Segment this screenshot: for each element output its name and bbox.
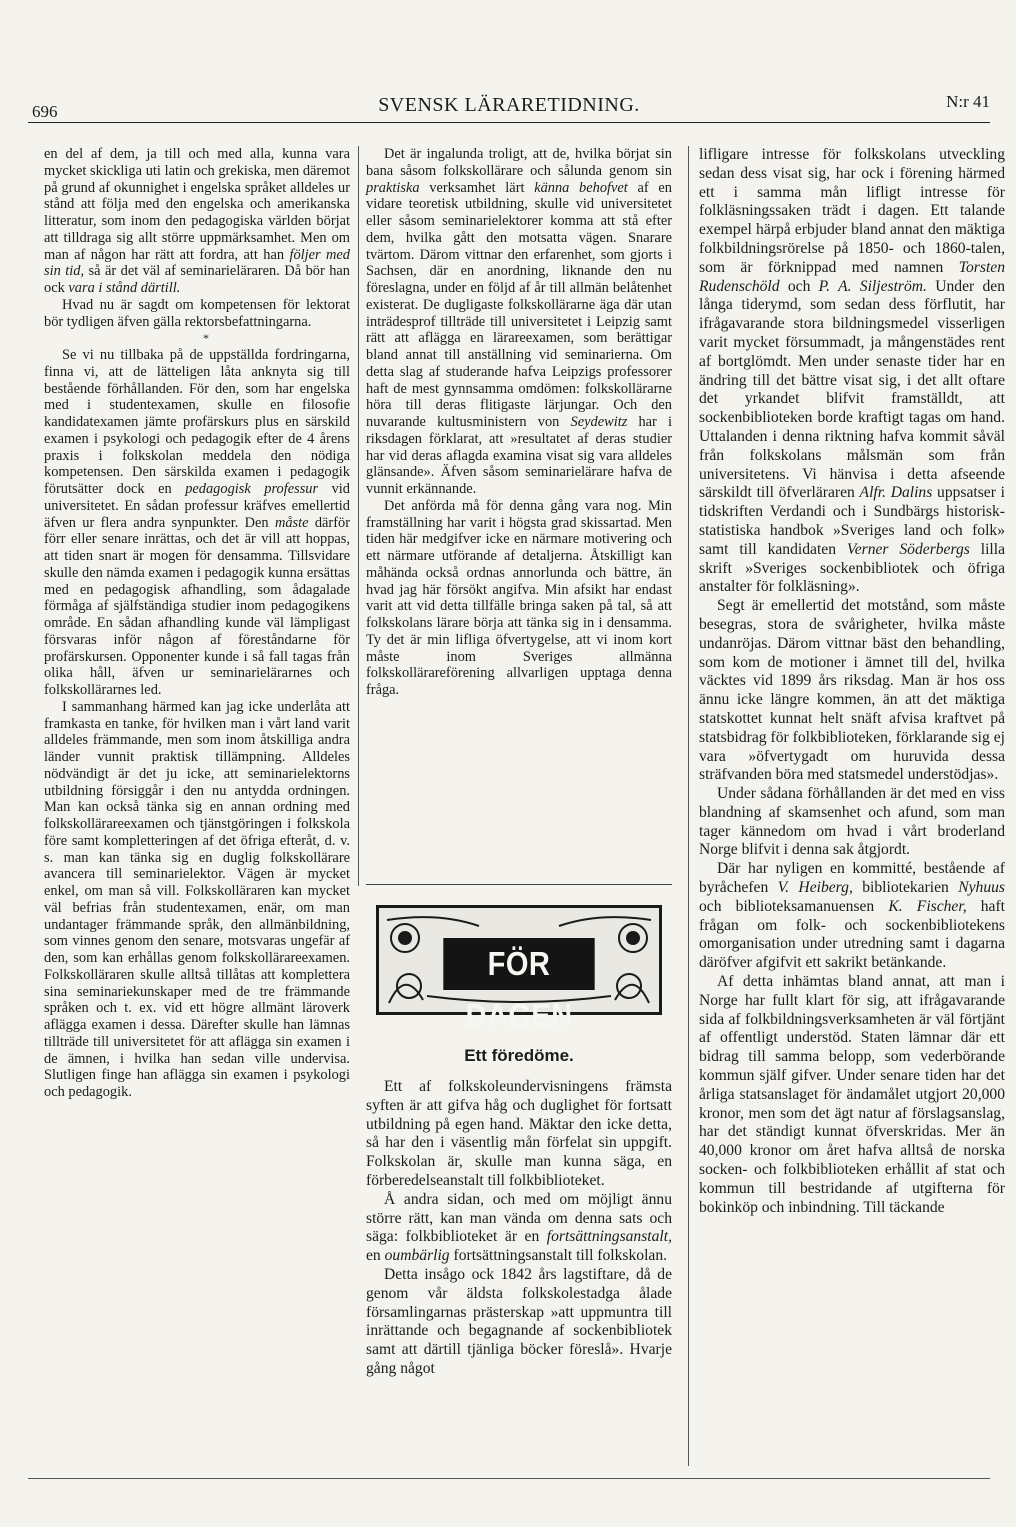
paragraph: Där har nyligen en kommitté, bestående af byråchefen V. Heiberg, bibliotekarien Nyhuus och biblioteksamanuensen K. Fischer, haft frågan om folk- och sockenbibliotekens omorganisation under utredning samt i dagarna däröfver afgifvit ett sakrikt betänkande. [699,860,1005,972]
paragraph: Å andra sidan, och med om möjligt ännu större rätt, kan man vända om denna sats och säga: folkbiblioteket är en fortsättningsanstalt, en oumbärlig fortsättningsanstalt till folkskolan. [366,1190,672,1265]
article-column-3 [699,146,1005,1217]
paragraph: en del af dem, ja till och med alla, kunna vara mycket skickliga uti latin och grekiska, men däremot på grund af okunnighet i engelska språket alldeles ur stånd att följa med den engelska och amerikanska litteratur, som inom den pedagogiska världen börjat att tilldraga sig allt större uppmärksamhet. Men om man af någon har rätt att fordra, att han följer med sin tid, så är det väl af seminarieläraren. Då bör han ock vara i stånd därtill. [44,146,350,296]
issue-number: N:r 41 [946,92,990,111]
paragraph: Hvad nu är sagdt om kompetensen för lektorat bör tydligen äfven gälla rektorsbefattningarna. [44,296,350,330]
paragraph: Detta insågo ock 1842 års lagstiftare, då de genom vår äldsta folkskolestadga ålade församlingarnas prästerskap »att uppmuntra till inrättande och begagnande af sockenbibliotek samt att därtill tjänliga böcker föreslå». Hvarje gång något [366,1265,672,1377]
page-number: 696 [32,102,58,121]
page-header [28,88,990,123]
paragraph: Se vi nu tillbaka på de uppställda fordringarna, finna vi, att de lätteligen låta anknyta sig till bestående förhållanden. För den, som har engelska med i studentexamen, skulle en filosofie kandidatexamen jämte profärskurs plus en särskild examen i psykologi och pedagogik efter de 4 årens praxis i folkskolan meddela den nödiga kompetensen. Den särskilda examen i pedagogik förutsätter dock en pedagogisk professur vid universitetet. En sådan professur kräfves emellertid äfven ur flera andra synpunkter. Den måste därför förr eller senare inrättas, och det är vill att hoppas, att tiden snart är mogen för densamma. Tillsvidare skulle den nämda examen i pedagogik kunna ersättas med en pedagogisk afhandling, som ådagalade förmåga af själfständiga studier inom pedagogikens område. En sådan afhandling kunde väl lämpligast försvaras inför någon af föreståndarne för profärskursen. Opponenter kunde i så fall tagas från olika håll, äfven ur seminarielärarnes och folkskollärarnes led. [44,347,350,698]
paragraph: Ett af folkskoleundervisningens främsta syften är att gifva håg och duglighet för fortsatt utbildning på egen hand. Mäktar den icke detta, så har den i väsentlig mån förfelat sin uppgift. Folkskolan är, skulle man kunna säga, en förberedelseanstalt till folkbiblioteket. [366,1078,672,1189]
paragraph: I sammanhang härmed kan jag icke underlåta att framkasta en tanke, för hvilken man i vårt land varit alldeles främmande, men som inom åtskilliga andra länder vunnit praktisk tillämpning. Alldeles nödvändigt är det ju icke, att seminarielektorns utbildning försiggår i den nu antydda ordningen. Man kan också tänka sig en annan ordning med folkskollärareexamen och tjänstgöringen i folkskola före samt kompletteringen af det öfriga efteråt, d. v. s. man kan tänka sig en duglig folkskollärare avancera till seminarielektor. Vägen är mycket enkel, om man så vill. Folkskolläraren kan mycket väl befrias från studentexamen, enär, om man undantager främmande språk, den allmänbildning, som vinnes genom den senare, motsvaras ungefär af den, som kan erhållas genom folkskollärareexamen. Folkskolläraren skulle alltså tillåtas att komplettera sina seminariekunskaper med de tre främmande språken och t. ex. vid ett högre allmänt läroverk aflägga examen i dessa. Därefter skulle han lämnas tillträde till universitetet för att aflägga sin examen i de ämnen, i hvilka han sedan ville undervisa. Slutligen finge han aflägga sin examen i psykologi och pedagogik. [44,698,350,1100]
article-column-2-continued [366,1078,672,1379]
article-column-1 [44,146,350,1101]
page-title: SVENSK LÄRARETIDNING. [378,94,640,116]
column-divider [688,146,689,1466]
paragraph: Af detta inhämtas bland annat, att man i Norge har fullt klart för sig, att ifrågavarande sida af folkbildningsverksamheten är väl förtjänt af offentligt understöd. Staten lämnar där ett bidrag till samma belopp, som vederbörande kommun själf gifver. Under senare tiden har det årliga statsanslaget för ändamålet utgjort 20,000 kronor, men som det ägt natur af förslagsanslag, har det ständigt kunnat öfverskridas. Mer än 40,000 kronor om året hafva alltså de norska socken- och folkbiblioteken erhållit af stat och kommun till bestridande af utgifterna för bokinköp och inbindning. Till täckande [699,973,1005,1216]
section-separator: * [203,331,209,346]
paragraph: Segt är emellertid det motstånd, som måste besegras, stora de svårigheter, hvilka måste undanröjas. Därom vittnar bäst den behandling, som kom de motioner i ämnet till del, hvilka väcktes vid 1899 års riksdag. Man är hos oss ännu icke längre kommen, än att det mäktiga statskottet kunnat helt snäft afvisa kraftvet på statsbidrag för folkbiblioteken, förklarande sig ej vara »öfvertygadt om huruvida dessa sträfvanden böra med statsmedel understödjas». [699,597,1005,784]
for-dagen-banner [376,905,662,1034]
banner-title: FÖR DAGEN [443,938,594,990]
paragraph: Under sådana förhållanden är det med en viss blandning af skamsenhet och afund, som man tager kännedom om hvad i vårt broderland Norge blifvit i denna sak åtgjordt. [699,785,1005,859]
article-column-2 [366,146,672,699]
section-heading: Ett föredöme. [464,1046,574,1065]
paragraph: Det är ingalunda troligt, att de, hvilka börjat sin bana såsom folkskollärare och sålunda genom sin praktiska verksamhet lärt känna behofvet af en vidare teoretisk utbildning, skulle vid universitetet eller såsom seminarielektorer komma att stå efter dem, hvilka gått den motsatta vägen. Snarare tvärtom. Därom vittnar den erfarenhet, som gjorts i Sachsen, där en anordning, liknande den nu föreslagna, under en följd af år till allmän belåtenhet existerat. De dugligaste folkskollärarne äga där utan inträdesprof tillträde till universitetet i Leipzig samt rätt att aflägga en lärareexamen, som berättigar bland annat till anställning vid seminarierna. Om detta slag af studerande hafva Leipzigs professorer haft de mest gynnsamma omdömen: folkskollärarne höra till deras flitigaste lärjungar. Och den nuvarande kultusministern von Seydewitz har i riksdagen förklarat, att »resultatet af deras studier har vid deras aflagda examina visat sig vara alldeles glänsande». Äfven såsom seminarielärare hafva de vunnit erkännande. [366,146,672,497]
paragraph: lifligare intresse för folkskolans utveckling sedan dess visat sig, har ock i förening härmed ett i samma mån lifligt intresse för folkläsningssaken trädt i dagen. Ett talande exempel härpå erbjuder bland annat den mäktiga folkbildningsrörelse på 1850- och 1860-talen, som är förknippad med namnen Torsten Rudenschöld och P. A. Siljeström. Under den långa tiderymd, som sedan dess förflutit, har ifrågavarande stora bildningsmedel visserligen varit mycket försummadt, ja mångenstädes rent af bortglömdt. Men under senaste tider har en ändring till det bättre visat sig, i det allt oftare det yrkandet blifvit framställdt, att sockenbiblioteken borde kraftigt tagas om hand. Uttalanden i denna riktning hafva kommit såväl från folkskolans målsmän som från universitetens. Vi hänvisa i detta afseende särskildt till öfverläraren Alfr. Dalins uppsatser i tidskriften Verdandi och i Sundbärgs historisk-statistiska handbok »Sveriges land och folk» samt till kandidaten Verner Söderbergs lilla skrift »Sveriges sockenbibliotek och öfriga anstalter för folkläsning». [699,146,1005,596]
column-divider [358,146,359,886]
footer-rule [28,1478,990,1479]
paragraph: Det anförda må för denna gång vara nog. Min framställning har varit i högsta grad skissartad. Men tiden här medgifver icke en närmare motivering och ett närmare utförande af detaljerna. Åtskilligt kan måhända också ordnas annorlunda och bättre, än hvad jag här försökt angifva. Min afsikt har endast varit att vid detta tillfälle bringa saken på tal, så att folkskolans lärare börja att tänka sig in i densamma. Ty det är min lifliga öfvertygelse, att vi inom kort måste inom Sveriges allmänna folkskollärareförening allvarligen upptaga denna fråga. [366,497,672,698]
article-end-rule [366,884,672,885]
